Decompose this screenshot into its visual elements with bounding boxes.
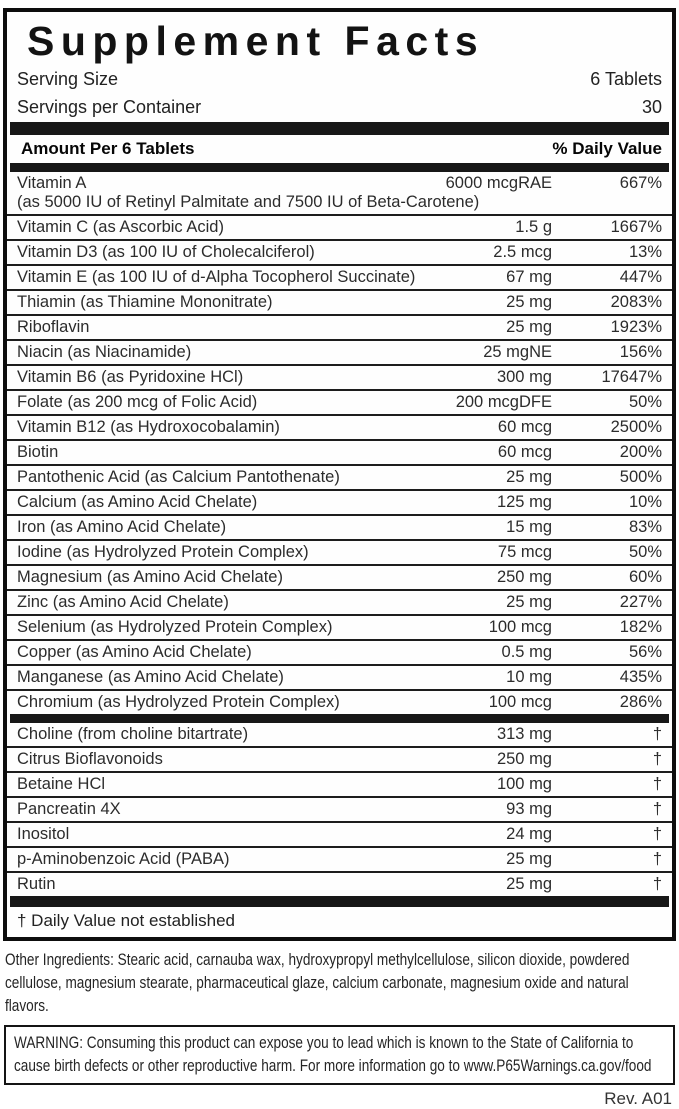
nutrient-row	[7, 341, 672, 366]
nutrient-daily-value: †	[652, 800, 662, 818]
nutrient-row	[7, 416, 672, 441]
nutrient-name: Folate (as 200 mcg of Folic Acid)	[17, 393, 258, 411]
nutrient-daily-value: 200%	[619, 443, 662, 461]
nutrient-row	[7, 491, 672, 516]
nutrient-daily-value: 50%	[628, 543, 662, 561]
divider-bar-medium-2	[10, 714, 669, 723]
nutrient-name: Biotin	[17, 443, 59, 461]
nutrient-row	[7, 641, 672, 666]
other-ingredients-paragraph	[5, 948, 674, 1017]
nutrient-name: Niacin (as Niacinamide)	[17, 343, 192, 361]
nutrient-name: Chromium (as Hydrolyzed Protein Complex)	[17, 693, 340, 711]
nutrient-row	[7, 216, 672, 241]
daily-value-column-header: % Daily Value	[552, 139, 662, 158]
nutrient-amount: 60 mcg	[497, 443, 552, 461]
nutrient-name: Vitamin C (as Ascorbic Acid)	[17, 218, 224, 236]
nutrient-amount: 313 mg	[496, 725, 552, 743]
serving-size-row	[7, 66, 672, 94]
nutrient-row	[7, 441, 672, 466]
nutrient-daily-value: 500%	[619, 468, 662, 486]
nutrient-amount: 125 mg	[496, 493, 552, 511]
nutrient-daily-value: 227%	[619, 593, 662, 611]
nutrient-name: Calcium (as Amino Acid Chelate)	[17, 493, 258, 511]
nutrient-name: Inositol	[17, 825, 70, 843]
nutrient-daily-value: 17647%	[601, 368, 662, 386]
nutrient-name: Iron (as Amino Acid Chelate)	[17, 518, 227, 536]
nutrient-name: Vitamin D3 (as 100 IU of Cholecalciferol)	[17, 243, 315, 261]
nutrient-amount: 10 mg	[506, 668, 552, 686]
serving-size-value: 6 Tablets	[590, 69, 662, 89]
nutrient-row	[7, 616, 672, 641]
servings-per-container-label: Servings per Container	[17, 97, 202, 117]
nutrient-amount: 93 mg	[506, 800, 552, 818]
servings-per-container-row	[7, 94, 672, 122]
divider-bar-bottom	[10, 896, 669, 907]
nutrient-daily-value: 447%	[619, 268, 662, 286]
nutrient-row	[7, 798, 672, 823]
nutrient-daily-value: †	[652, 725, 662, 743]
nutrient-row	[7, 848, 672, 873]
nutrient-daily-value: †	[652, 775, 662, 793]
servings-per-container-value: 30	[641, 97, 662, 117]
nutrient-name: Vitamin B6 (as Pyridoxine HCl)	[17, 368, 244, 386]
nutrient-amount: 250 mg	[496, 568, 552, 586]
nutrient-amount: 1.5 g	[515, 218, 552, 236]
nutrient-daily-value: 56%	[628, 643, 662, 661]
nutrient-row	[7, 172, 672, 216]
nutrient-row	[7, 566, 672, 591]
nutrient-daily-value: 1923%	[610, 318, 662, 336]
nutrient-daily-value: 2083%	[610, 293, 662, 311]
revision-code: Rev. A01	[604, 1089, 672, 1108]
nutrient-amount: 67 mg	[506, 268, 552, 286]
nutrient-daily-value: 60%	[628, 568, 662, 586]
nutrient-name: Rutin	[17, 875, 56, 893]
divider-bar-thick	[10, 122, 669, 135]
nutrient-row	[7, 748, 672, 773]
divider-bar-medium	[10, 163, 669, 172]
nutrient-amount: 0.5 mg	[501, 643, 552, 661]
nutrient-amount: 24 mg	[506, 825, 552, 843]
nutrient-name: Choline (from choline bitartrate)	[17, 725, 249, 743]
nutrient-daily-value: †	[652, 875, 662, 893]
nutrient-row	[7, 723, 672, 748]
nutrient-name: Citrus Bioflavonoids	[17, 750, 163, 768]
nutrient-daily-value: †	[652, 850, 662, 868]
prop65-warning-box	[4, 1025, 675, 1085]
nutrient-row	[7, 591, 672, 616]
nutrient-amount: 250 mg	[496, 750, 552, 768]
nutrient-amount: 25 mg	[506, 318, 552, 336]
nutrient-daily-value: 182%	[619, 618, 662, 636]
nutrient-amount: 25 mg	[506, 593, 552, 611]
nutrient-row	[7, 691, 672, 714]
nutrient-name: Vitamin A	[17, 174, 87, 192]
nutrient-amount: 300 mg	[496, 368, 552, 386]
serving-size-label: Serving Size	[17, 69, 119, 89]
nutrient-row	[7, 873, 672, 896]
prop65-warning-text-wrap	[14, 1031, 665, 1077]
nutrient-daily-value: 83%	[628, 518, 662, 536]
nutrient-name: Pancreatin 4X	[17, 800, 121, 818]
column-header-row	[7, 135, 672, 163]
nutrient-amount: 100 mcg	[488, 618, 552, 636]
nutrient-row	[7, 391, 672, 416]
nutrient-amount: 60 mcg	[497, 418, 552, 436]
nutrient-daily-value: 435%	[619, 668, 662, 686]
nutrient-row	[7, 666, 672, 691]
nutrient-amount: 15 mg	[506, 518, 552, 536]
daily-value-footnote: † Daily Value not established	[17, 911, 235, 930]
nutrient-amount: 100 mcg	[488, 693, 552, 711]
nutrient-name: Vitamin E (as 100 IU of d-Alpha Tocopherol Succinate)	[17, 268, 416, 286]
nutrient-row	[7, 266, 672, 291]
nutrient-row	[7, 541, 672, 566]
nutrient-amount: 25 mg	[506, 468, 552, 486]
nutrient-amount: 25 mgNE	[483, 343, 552, 361]
nutrient-daily-value: 667%	[619, 174, 662, 192]
nutrient-name: Riboflavin	[17, 318, 90, 336]
panel-title: Supplement Facts	[27, 18, 485, 64]
nutrient-source-detail: (as 5000 IU of Retinyl Palmitate and 7500 IU of Beta-Carotene)	[17, 193, 480, 211]
nutrient-name: Copper (as Amino Acid Chelate)	[17, 643, 252, 661]
nutrient-amount: 25 mg	[506, 875, 552, 893]
nutrient-row	[7, 466, 672, 491]
supplement-facts-panel	[3, 8, 676, 941]
nutrient-row	[7, 366, 672, 391]
amount-column-header: Amount Per 6 Tablets	[21, 139, 195, 158]
nutrient-daily-value: 13%	[628, 243, 662, 261]
nutrient-name: Vitamin B12 (as Hydroxocobalamin)	[17, 418, 280, 436]
nutrient-name: Magnesium (as Amino Acid Chelate)	[17, 568, 283, 586]
other-ingredients-text: Other Ingredients: Stearic acid, carnauba wax, hydroxypropyl methylcellulose, silicon dioxide, powdered cellulose, magnesium stearate, pharmaceutical glaze, calcium carbonate, magnesium oxide and natural flavors.	[5, 950, 630, 1015]
nutrient-name: Manganese (as Amino Acid Chelate)	[17, 668, 284, 686]
nutrient-daily-value: †	[652, 825, 662, 843]
nutrient-row	[7, 823, 672, 848]
nutrient-row	[7, 241, 672, 266]
nutrient-daily-value: 1667%	[610, 218, 662, 236]
nutrient-daily-value: 2500%	[610, 418, 662, 436]
nutrient-daily-value: 156%	[619, 343, 662, 361]
nutrient-amount: 6000 mcgRAE	[445, 174, 552, 192]
nutrient-name: Zinc (as Amino Acid Chelate)	[17, 593, 229, 611]
nutrients-no-dv-section	[7, 723, 672, 896]
nutrient-amount: 2.5 mcg	[493, 243, 552, 261]
nutrient-name: Selenium (as Hydrolyzed Protein Complex)	[17, 618, 333, 636]
nutrient-amount: 25 mg	[506, 850, 552, 868]
nutrient-row	[7, 773, 672, 798]
nutrient-amount: 200 mcgDFE	[455, 393, 552, 411]
nutrient-daily-value: 10%	[628, 493, 662, 511]
nutrient-daily-value: 50%	[628, 393, 662, 411]
nutrient-daily-value: †	[652, 750, 662, 768]
nutrient-row	[7, 316, 672, 341]
nutrient-name: Pantothenic Acid (as Calcium Pantothenate)	[17, 468, 340, 486]
nutrient-row	[7, 516, 672, 541]
nutrient-row	[7, 291, 672, 316]
nutrients-with-dv-section	[7, 172, 672, 714]
prop65-warning-text: WARNING: Consuming this product can expose you to lead which is known to the State of California to cause birth defects or other reproductive harm. For more information go to www.P65Warnings.ca.gov/food	[14, 1033, 652, 1075]
nutrient-name: p-Aminobenzoic Acid (PABA)	[17, 850, 230, 868]
nutrient-amount: 75 mcg	[497, 543, 552, 561]
nutrient-name: Betaine HCl	[17, 775, 106, 793]
nutrient-daily-value: 286%	[619, 693, 662, 711]
nutrient-name: Iodine (as Hydrolyzed Protein Complex)	[17, 543, 309, 561]
nutrient-name: Thiamin (as Thiamine Mononitrate)	[17, 293, 273, 311]
nutrient-amount: 25 mg	[506, 293, 552, 311]
nutrient-amount: 100 mg	[496, 775, 552, 793]
